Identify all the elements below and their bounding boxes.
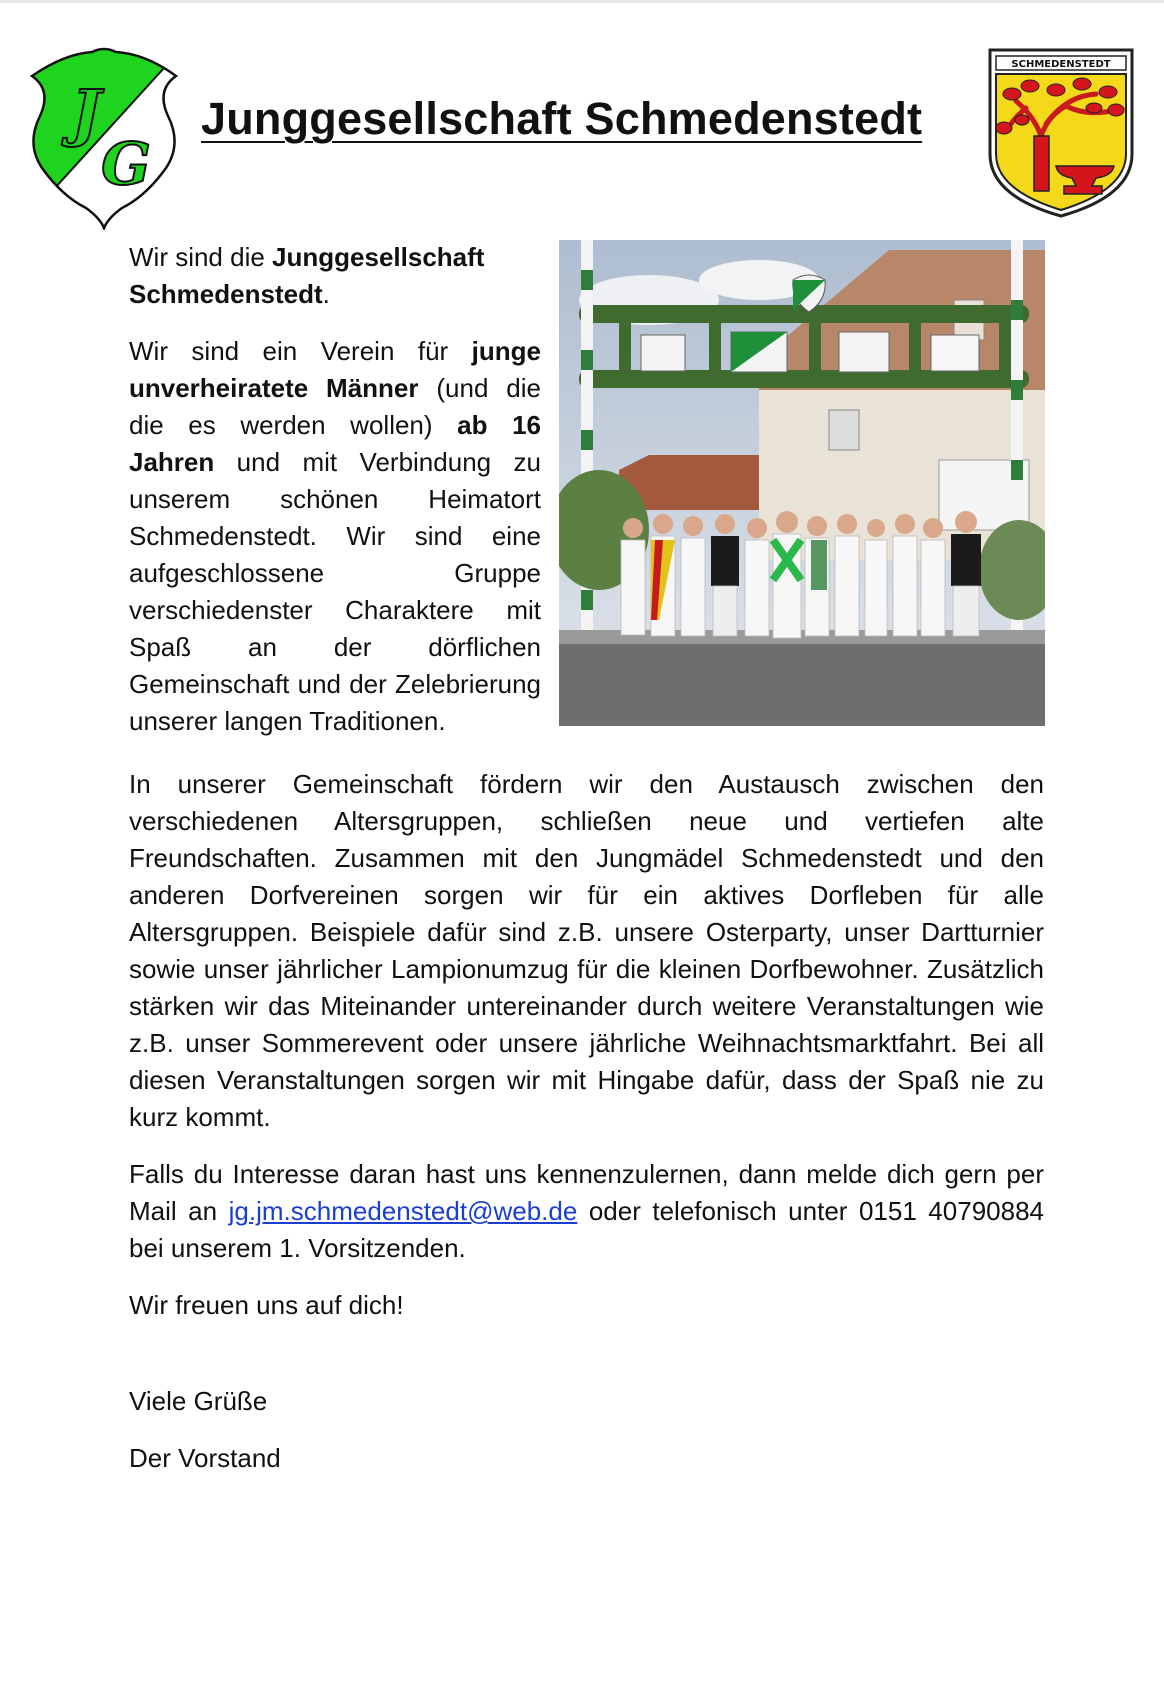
intro-paragraph-2: Wir sind ein Verein für junge unverheiratete Männer (und die die es werden wollen) ab 16 Jahren und mit Verbindung zu unserem schönen Heimatort Schmedenstedt. Wir sind eine aufgeschlossene Gruppe verschiedenster Charaktere mit Spaß an der dörflichen Gemeinschaft und der Zelebrierung unserer langen Traditionen. [129,336,541,736]
email-link[interactable]: jg.jm.schmedenstedt@web.de [228,1196,578,1226]
intro-column [129,239,541,740]
intro-paragraph-1: Wir sind die Junggesellschaft Schmedenstedt. [129,242,485,309]
greeting: Viele Grüße [129,1386,268,1416]
top-border [0,0,1164,3]
logo-letter-g: G [101,130,151,198]
body-paragraph-community: In unserer Gemeinschaft fördern wir den Austausch zwischen den verschiedenen Altersgruppen, schließen neue und vertiefen alte Freundschaften. Zusammen mit den Jungmädel Schmedenstedt und den anderen Dorfvereinen sorgen wir für ein aktives Dorfleben für alle Altersgruppen. Beispiele dafür sind z.B. unsere Osterparty, unser Dartturnier sowie unser jährlicher Lampionumzug für die kleinen Dorfbewohner. Zusätzlich stärken wir das Miteinander untereinander durch weitere Veranstaltungen wie z.B. unser Sommerevent oder unsere jährliche Weihnachtsmarktfahrt. Bei all diesen Veranstaltungen sorgen wir mit Hingabe dafür, dass der Spaß nie zu kurz kommt. [129,769,1044,1132]
body-paragraph-contact: Falls du Interesse daran hast uns kennenzulernen, dann melde dich gern per Mail an jg.jm.schmedenstedt@web.de oder telefonisch unter 0151 40790884 bei unserem 1. Vorsitzenden. [129,1159,1044,1263]
signature: Der Vorstand [129,1443,281,1473]
schmedenstedt-coat-of-arms [986,46,1136,220]
closing-line: Wir freuen uns auf dich! [129,1290,404,1320]
crest-banner-text: SCHMEDENSTEDT [1011,59,1111,70]
body-column [129,766,1044,1477]
logo-letter-j: J [71,76,101,149]
group-photo [559,240,1045,726]
jg-shield-logo [24,46,184,230]
club-name-bold: Junggesellschaft Schmedenstedt [129,242,485,309]
page-title: Junggesellschaft Schmedenstedt [201,93,923,144]
